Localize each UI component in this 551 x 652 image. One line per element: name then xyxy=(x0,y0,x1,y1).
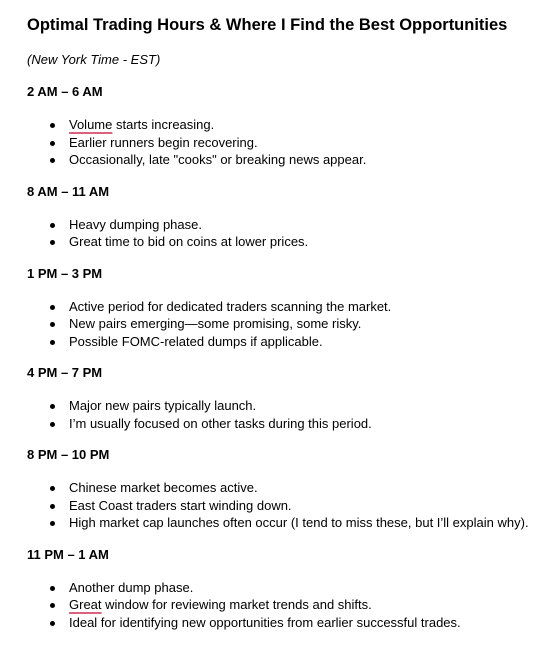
section-heading: 1 PM – 3 PM xyxy=(27,265,103,281)
list-item: Possible FOMC-related dumps if applicable. xyxy=(27,333,547,351)
list-item: Heavy dumping phase. xyxy=(27,216,547,234)
list-item: Another dump phase. xyxy=(27,579,547,597)
section-heading: 8 PM – 10 PM xyxy=(27,447,110,462)
list-item: Active period for dedicated traders scanning the market. xyxy=(27,298,547,316)
list-item-text: window for reviewing market trends and shifts. xyxy=(101,597,372,612)
list-item: Chinese market becomes active. xyxy=(27,479,547,497)
bullet-list xyxy=(27,216,547,251)
section-2am-6am xyxy=(27,83,547,169)
section-11pm-1am xyxy=(27,546,547,632)
list-item: Occasionally, late "cooks" or breaking news appear. xyxy=(27,151,547,169)
list-item-text: starts increasing. xyxy=(112,117,215,132)
section-heading: 8 AM – 11 AM xyxy=(27,183,110,199)
timezone-note: (New York Time - EST) xyxy=(27,52,161,67)
bullet-list xyxy=(27,116,547,169)
spellcheck-word[interactable]: Great xyxy=(69,597,102,612)
list-item: East Coast traders start winding down. xyxy=(27,497,547,515)
list-item: High market cap launches often occur (I tend to miss these, but I’ll explain why). xyxy=(27,514,547,532)
list-item: Ideal for identifying new opportunities from earlier successful trades. xyxy=(27,614,547,632)
section-8pm-10pm xyxy=(27,446,547,532)
bullet-list xyxy=(27,298,547,351)
list-item: Great time to bid on coins at lower prices. xyxy=(27,233,547,251)
list-item xyxy=(27,596,547,614)
list-item: Major new pairs typically launch. xyxy=(27,397,547,415)
list-item: Earlier runners begin recovering. xyxy=(27,134,547,152)
list-item: I’m usually focused on other tasks during this period. xyxy=(27,415,547,433)
section-8am-11am xyxy=(27,183,547,251)
document-title: Optimal Trading Hours & Where I Find the Best Opportunities xyxy=(27,16,508,34)
list-item xyxy=(27,116,547,134)
section-1pm-3pm xyxy=(27,265,547,351)
section-4pm-7pm xyxy=(27,364,547,432)
spellcheck-word[interactable]: Volume xyxy=(69,117,113,132)
section-heading: 11 PM – 1 AM xyxy=(27,546,109,562)
section-heading: 2 AM – 6 AM xyxy=(27,84,103,99)
document-body xyxy=(27,13,547,631)
bullet-list xyxy=(27,579,547,632)
bullet-list xyxy=(27,479,547,532)
bullet-list xyxy=(27,397,547,432)
list-item: New pairs emerging—some promising, some risky. xyxy=(27,315,547,333)
section-heading: 4 PM – 7 PM xyxy=(27,365,103,380)
